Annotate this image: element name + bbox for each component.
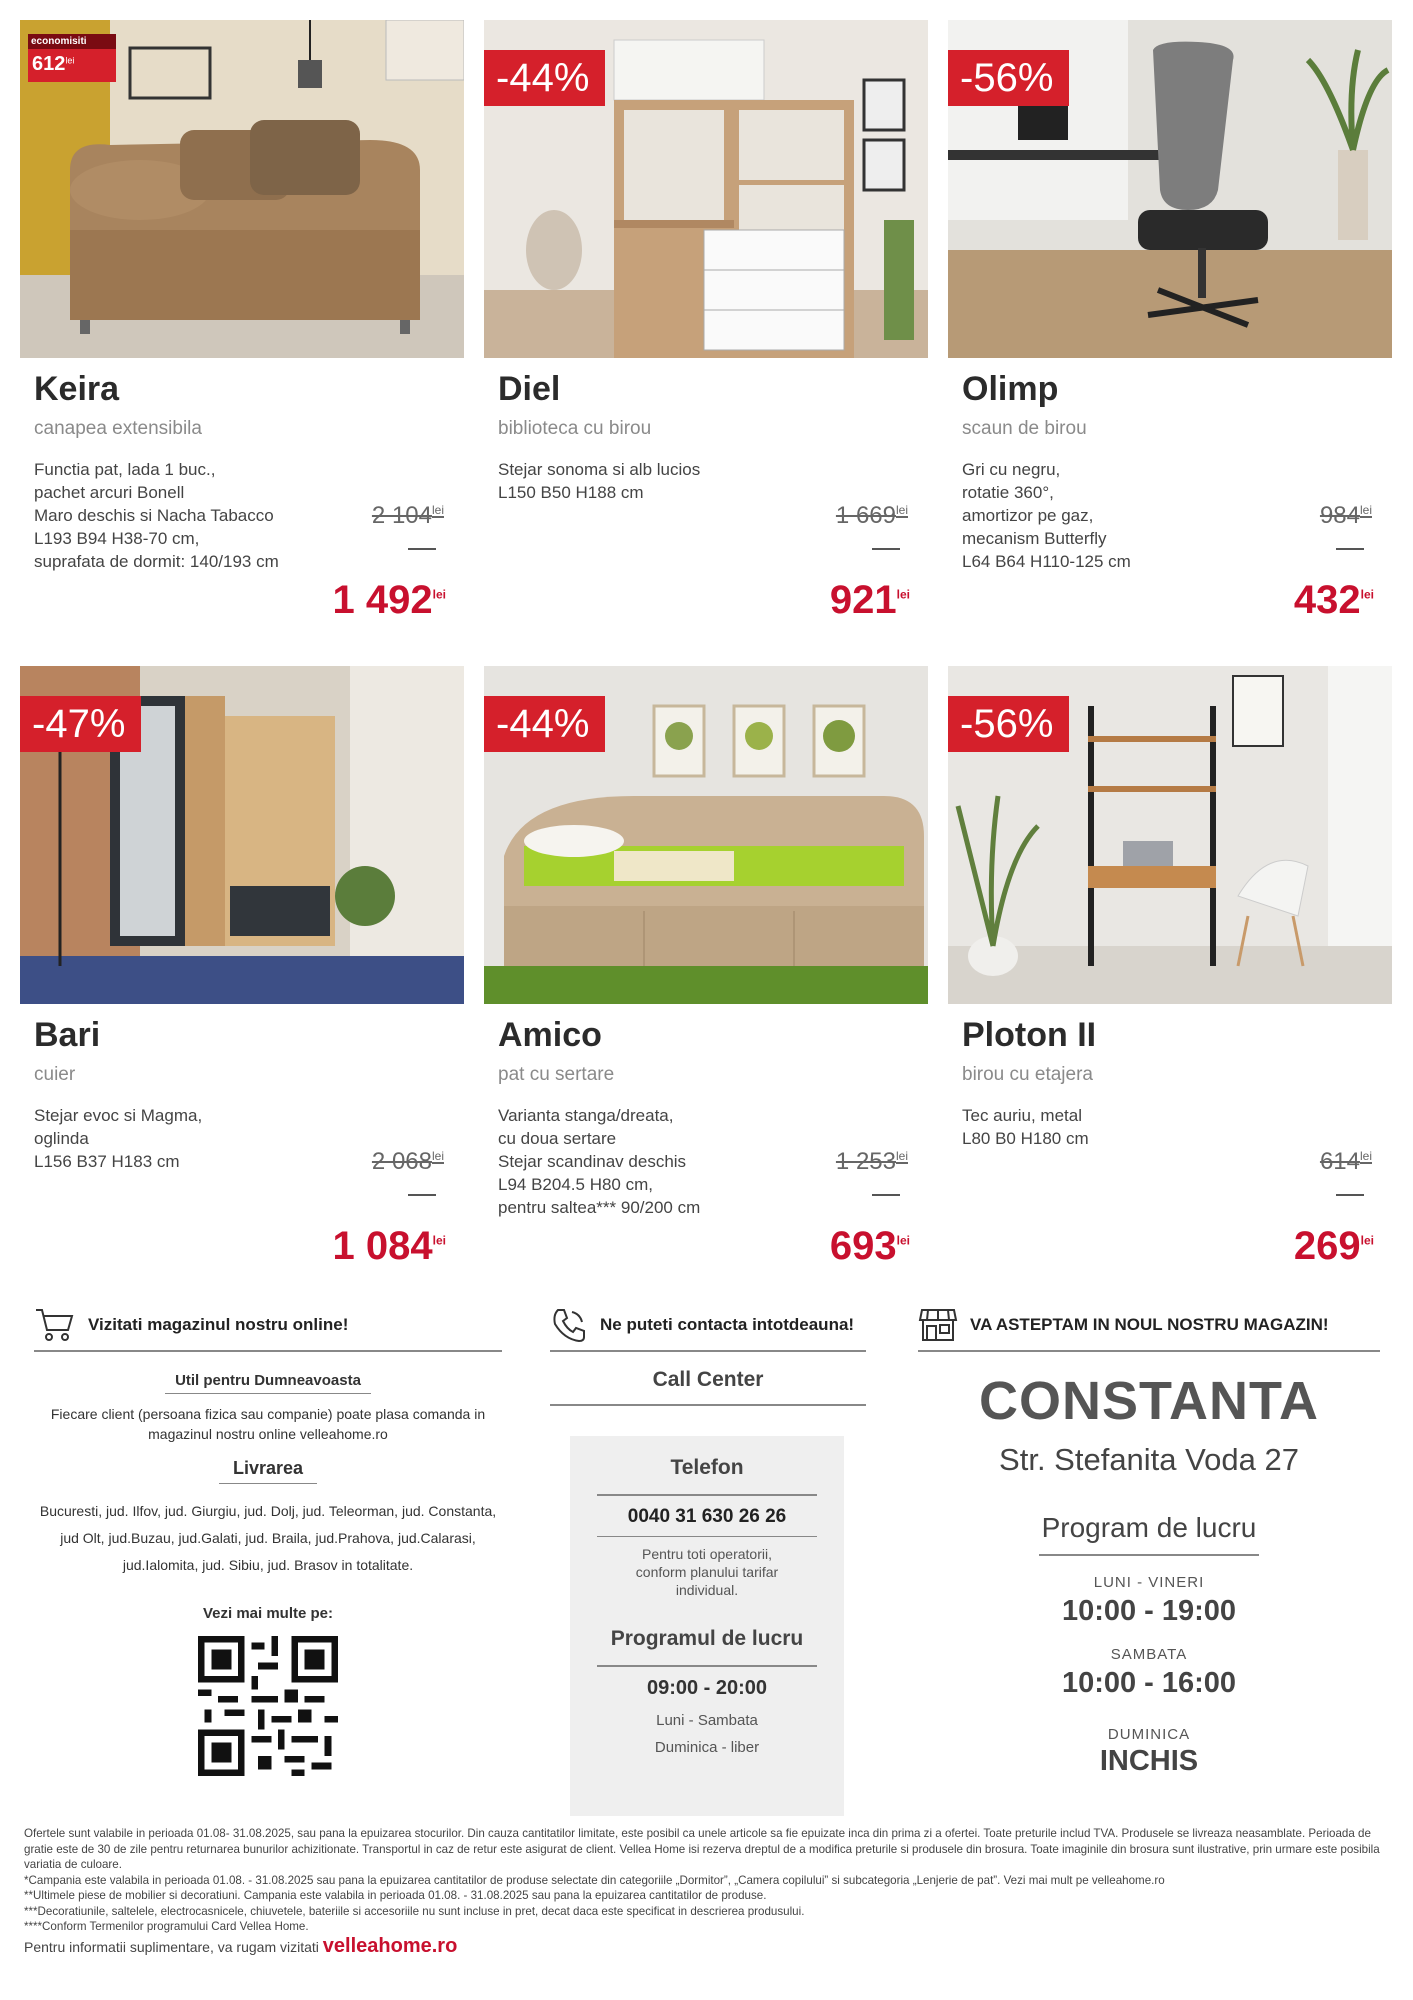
hours-title: Programul de lucru: [610, 1627, 804, 1650]
call-center-sunday: Duminica - liber: [654, 1739, 760, 1756]
saturday-label: SAMBATA: [1110, 1646, 1188, 1663]
qr-code-icon[interactable]: [198, 1636, 338, 1776]
desc-line: Varianta stanga/dreata,: [498, 1106, 674, 1125]
price-divider: [872, 1194, 900, 1196]
divider: [1039, 1554, 1259, 1556]
divider: [597, 1665, 817, 1667]
desc-line: Maro deschis si Nacha Tabacco: [34, 506, 274, 525]
desc-line: mecanism Butterfly: [962, 529, 1107, 548]
online-header: [34, 1300, 502, 1352]
desc-line: L193 B94 H38-70 cm,: [34, 529, 200, 548]
product-image[interactable]: [20, 666, 464, 1004]
phone-icon: [550, 1306, 588, 1344]
phone-box: [570, 1436, 844, 1816]
product-description: [34, 458, 319, 573]
desc-line: Gri cu negru,: [962, 460, 1061, 479]
savings-currency: lei: [65, 55, 75, 66]
divider: [597, 1494, 817, 1496]
price-divider: [1336, 548, 1364, 550]
price-divider: [408, 1194, 436, 1196]
product-description: [498, 1104, 783, 1219]
product-image[interactable]: [484, 20, 928, 358]
old-price: 1 $253^{lei}$: [835, 1148, 908, 1175]
product-description: [962, 458, 1247, 573]
product-card-amico[interactable]: [484, 666, 928, 1312]
product-subtitle: canapea extensibila: [34, 418, 202, 439]
product-image[interactable]: [484, 666, 928, 1004]
desc-line: L80 B0 H180 cm: [962, 1129, 1089, 1148]
phone-note: Pentru toti operatorii, conform planului tarifar individual.: [635, 1546, 779, 1598]
price-divider: [1336, 1194, 1364, 1196]
discount-badge: -56%: [948, 50, 1069, 106]
product-description: [498, 458, 783, 504]
desc-line: L150 B50 H188 cm: [498, 483, 644, 502]
price-divider: [408, 548, 436, 550]
old-price: $984^{lei}$: [1319, 502, 1372, 529]
weekdays-label: LUNI - VINERI: [1093, 1574, 1205, 1591]
product-subtitle: birou cu etajera: [962, 1064, 1093, 1085]
online-store-section: [34, 1300, 502, 1779]
discount-badge: -47%: [20, 696, 141, 752]
desc-line: Stejar evoc si Magma,: [34, 1106, 203, 1125]
see-more-label: Vezi mai multe pe:: [202, 1605, 334, 1622]
new-price: 1 $492^{lei}$: [332, 578, 446, 622]
contact-header: [550, 1300, 866, 1352]
product-image[interactable]: [20, 20, 464, 358]
desc-line: cu doua sertare: [498, 1129, 617, 1148]
weekdays-hours: 10:00 - 19:00: [1061, 1595, 1237, 1627]
desc-line: oglinda: [34, 1129, 89, 1148]
online-header-text: Vizitati magazinul nostru online!: [88, 1315, 349, 1334]
info-line: Pentru informatii suplimentare, va rugam vizitati velleahome.ro: [24, 1934, 458, 1957]
legal-line: ****Conform Termenilor programului Card Vellea Home.: [24, 1920, 309, 1933]
new-price: $269^{lei}$: [1293, 1224, 1374, 1268]
product-name[interactable]: Keira: [34, 370, 120, 408]
product-grid: [20, 20, 1393, 1312]
discount-badge: -56%: [948, 696, 1069, 752]
store-icon: [918, 1306, 958, 1344]
product-description: [34, 1104, 319, 1173]
new-price: $693^{lei}$: [829, 1224, 910, 1268]
saturday-hours: 10:00 - 16:00: [1061, 1667, 1237, 1699]
product-subtitle: scaun de birou: [962, 418, 1087, 439]
store-address: Str. Stefanita Voda 27: [999, 1442, 1299, 1477]
useful-text: Fiecare client (persoana fizica sau companie) poate plasa comanda in magazinul nostru online velleahome.ro: [50, 1406, 486, 1442]
price-divider: [872, 548, 900, 550]
old-price: 2 $104^{lei}$: [371, 502, 444, 529]
store-section: [918, 1300, 1380, 1778]
product-card-olimp[interactable]: [948, 20, 1392, 666]
desc-line: L156 B37 H183 cm: [34, 1152, 180, 1171]
new-price: $432^{lei}$: [1293, 578, 1374, 622]
store-header-text: VA ASTEPTAM IN NOUL NOSTRU MAGAZIN!: [970, 1315, 1329, 1334]
product-subtitle: pat cu sertare: [498, 1064, 615, 1085]
desc-line: L64 B64 H110-125 cm: [962, 552, 1131, 571]
product-subtitle: cuier: [34, 1064, 76, 1085]
product-card-keira[interactable]: [20, 20, 464, 666]
desc-line: Stejar scandinav deschis: [498, 1152, 687, 1171]
contact-header-text: Ne puteti contacta intotdeauna!: [600, 1315, 855, 1334]
product-card-ploton[interactable]: [948, 666, 1392, 1312]
contact-section: [550, 1300, 866, 1756]
desc-line: L94 B204.5 H80 cm,: [498, 1175, 653, 1194]
cart-icon: [34, 1306, 76, 1344]
product-name[interactable]: Olimp: [962, 370, 1059, 408]
desc-line: Tec auriu, metal: [962, 1106, 1082, 1125]
website-link[interactable]: velleahome.ro: [322, 1934, 458, 1957]
store-header: [918, 1300, 1380, 1352]
product-name[interactable]: Ploton II: [962, 1016, 1097, 1054]
discount-badge: -44%: [484, 696, 605, 752]
store-city: CONSTANTA: [979, 1371, 1319, 1431]
delivery-title: Livrarea: [219, 1452, 317, 1484]
savings-value: 612: [32, 53, 66, 75]
product-image[interactable]: [948, 666, 1392, 1004]
old-price: 1 $669^{lei}$: [835, 502, 908, 529]
legal-line: ***Decoratiunile, saltelele, electrocasnicele, chiuvetele, bateriile si accesoriile nu sunt incluse in pret, decat daca este specificat in descrierea produsului.: [24, 1904, 805, 1918]
footer: [0, 1300, 1413, 1820]
desc-line: pentru saltea*** 90/200 cm: [498, 1198, 701, 1217]
new-price: 1 $084^{lei}$: [332, 1224, 446, 1268]
desc-line: rotatie 360°,: [962, 483, 1054, 502]
legal-line: **Ultimele piese de mobilier si decoratiuni. Campania este valabila in perioada 01.08. - 31.08.2025 sau pana la epuizarea cantitatilor de produse.: [24, 1889, 767, 1902]
old-price: $614^{lei}$: [1319, 1148, 1372, 1175]
desc-line: pachet arcuri Bonell: [34, 483, 185, 502]
new-price: $921^{lei}$: [829, 578, 910, 622]
product-description: [962, 1104, 1247, 1150]
call-center-hours: 09:00 - 20:00: [646, 1677, 768, 1699]
desc-line: amortizor pe gaz,: [962, 506, 1094, 525]
desc-line: Stejar sonoma si alb lucios: [498, 460, 701, 479]
desc-line: Functia pat, lada 1 buc.,: [34, 460, 216, 479]
program-title: Program de lucru: [1041, 1512, 1257, 1543]
product-name[interactable]: Amico: [498, 1016, 602, 1054]
sunday-label: DUMINICA: [1107, 1726, 1191, 1743]
online-info: [34, 1352, 502, 1779]
sunday-status: INCHIS: [1099, 1745, 1199, 1777]
product-subtitle: biblioteca cu birou: [498, 418, 652, 439]
product-card-bari[interactable]: [20, 666, 464, 1312]
useful-title: Util pentru Dumneavoasta: [165, 1372, 371, 1394]
call-center-title: Call Center: [550, 1368, 866, 1406]
divider: [597, 1536, 817, 1537]
legal-line: Ofertele sunt valabile in perioada 01.08- 31.08.2025, sau pana la epuizarea stocurilor. Din cauza cantitatilor limitate, este posibil ca unele articole sa fie epuizate inca din prima zi a ofertei. Toate preturile includ TVA. Produsele se livreaza neasamblate. Perioada de gratie este de 30 de zile pentru returnarea bunurilor achizitionate. Transportul in caz de retur este asigurat de client. Vellea Home isi rezerva dreptul de a modifica preturile si produsele din brosura. Toate imaginile din brosura sunt ilustrative, prin urmare este posibila variatia de culoare.: [24, 1827, 1380, 1871]
call-center-days: Luni - Sambata: [656, 1712, 758, 1729]
savings-badge: [28, 34, 116, 82]
product-name[interactable]: Bari: [34, 1016, 101, 1054]
product-card-diel[interactable]: [484, 20, 928, 666]
phone-number[interactable]: 0040 31 630 26 26: [627, 1506, 787, 1527]
phone-title: Telefon: [670, 1456, 744, 1479]
product-image[interactable]: [948, 20, 1392, 358]
legal-line: *Campania este valabila in perioada 01.08. - 31.08.2025 sau pana la epuizarea cantitatilor de produse selectate din categoriile „Dormitor”, „Camera copilului” si subcategoria „Lenjerie de pat”. Vezi mai mult pe velleahome.ro: [24, 1873, 1165, 1887]
desc-line: suprafata de dormit: 140/193 cm: [34, 552, 279, 571]
old-price: 2 $068^{lei}$: [371, 1148, 444, 1175]
product-name[interactable]: Diel: [498, 370, 561, 408]
delivery-regions: Bucuresti, jud. Ilfov, jud. Giurgiu, jud. Dolj, jud. Teleorman, jud. Constanta, jud Olt, jud.Buzau, jud.Galati, jud. Braila, jud.Prahova, jud.Calarasi, jud.Ialomita, jud. Sibiu, jud. Brasov in totalitate.: [39, 1503, 497, 1573]
discount-badge: -44%: [484, 50, 605, 106]
savings-label: economisiti: [28, 34, 116, 49]
legal-notes: [24, 1826, 1390, 1955]
